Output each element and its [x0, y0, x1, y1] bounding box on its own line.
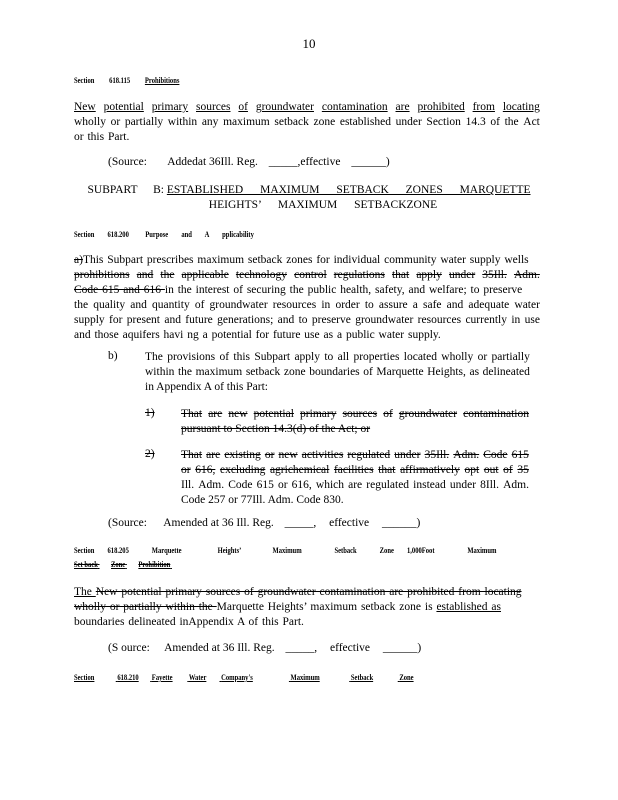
- subpart-title-line-2: HEIGHTS’ MAXIMUM SETBACKZONE: [208, 199, 438, 211]
- paragraph-line: supply for present and future generations; and to preserve groundwater resources currently in use: [74, 314, 540, 326]
- subpart-letter: B:: [153, 184, 164, 196]
- section-number: 618.115: [109, 76, 131, 85]
- paragraph-line: the quality and quantity of groundwater resources in order to assure a safe and adequate water: [74, 299, 540, 311]
- item-2-number: 2): [145, 448, 155, 460]
- paragraph-line: a)This Subpart prescribes maximum setback zones for individual community water supply wells: [74, 254, 529, 266]
- item-1-number: 1): [145, 407, 155, 419]
- subpart-title-line-1: ESTABLISHED MAXIMUM SETBACK ZONES MARQUETTE: [166, 184, 531, 196]
- paragraph-line: and those aquifers havi ng a potential for future use as a public water supply.: [74, 329, 441, 341]
- paragraph-line: Code 615 and 616 in the interest of securing the public health, safety, and welfare; to preserve: [74, 284, 523, 296]
- paragraph-purpose: [74, 253, 540, 343]
- subpart-heading: [0, 183, 618, 213]
- item-1-text: That are new potential primary sources of groundwater contamination pursuant to Section 14.3(d) of the Act; or: [181, 408, 529, 435]
- section-title: Prohibitions: [144, 76, 180, 85]
- section-label: Section: [74, 76, 95, 85]
- paragraph-line: The New potential primary sources of groundwater contamination are prohibited from locating: [74, 586, 522, 598]
- section-heading-618-210: Section 618.210 Fayette Water Company's Maximum Setback Zone: [74, 673, 414, 682]
- section-heading-618-205: Section 618.205 Marquette Heights’ Maximum Setback Zone 1,000Foot Maximum: [74, 546, 497, 555]
- page-number: 10: [302, 36, 316, 51]
- source-note-3: (S ource: Amended at 36 Ill. Reg. _____, effective ______): [108, 642, 422, 654]
- paragraph-line: wholly or partially within the Marquette Heights’ maximum setback zone is established as: [74, 601, 501, 613]
- section-heading-618-205-line-2: Set back Zone Prohibition: [74, 560, 171, 569]
- subsection-b-label: b): [108, 350, 118, 362]
- subsection-b-text: The provisions of this Subpart apply to all properties located wholly or partially within the maximum setback zone boundaries of Marquette Heights, as delineated in Appendix A of this Part:: [145, 351, 530, 393]
- paragraph-line: or this Part.: [74, 131, 130, 143]
- paragraph-line: New potential primary sources of groundwater contamination are prohibited from locating: [74, 101, 540, 113]
- source-note-2: (Source: Amended at 36 Ill. Reg. _____, effective ______): [108, 517, 421, 529]
- paragraph-line: wholly or partially within any maximum setback zone established under Section 14.3 of the Act: [74, 116, 540, 128]
- section-heading-618-115: [74, 76, 215, 85]
- item-2-text: That are existing or new activities regulated under 35Ill. Adm. Code 615 or 616, excluding agrichemical facilities that affirmatively opt out of 35 Ill. Adm. Code 615 or 616, which are regulated instead under 8Ill. Adm. Code 257 or 77Ill. Adm. Code 830.: [181, 449, 529, 506]
- section-heading-618-200: Section 618.200 Purpose and A pplicability: [74, 230, 254, 239]
- paragraph-marquette: [74, 585, 540, 630]
- source-note-1: (Source: Addedat 36Ill. Reg. _____,effective ______): [108, 156, 390, 168]
- paragraph-line: boundaries delineated inAppendix A of this Part.: [74, 616, 304, 628]
- paragraph-prohibitions: [74, 100, 540, 145]
- paragraph-line-struck: prohibitions and the applicable technology control regulations that apply under 35Ill. Adm.: [74, 269, 540, 281]
- subpart-label: SUBPART: [87, 184, 138, 196]
